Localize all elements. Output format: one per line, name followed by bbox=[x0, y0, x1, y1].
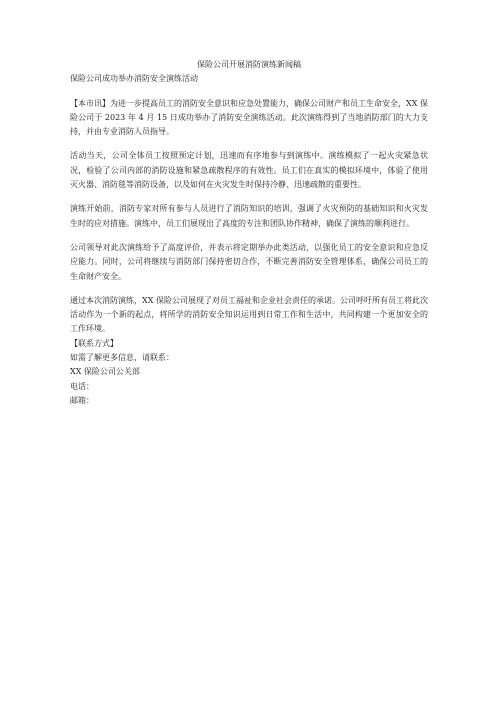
contact-email: 邮箱： bbox=[70, 395, 94, 405]
contact-heading: 【联系方式】 bbox=[70, 338, 118, 348]
document-title: 保险公司开展消防演练新闻稿 bbox=[197, 60, 301, 69]
paragraph-event-day: 活动当天，公司全体员工按照预定计划，迅速而有序地参与到演练中。演练模拟了一起火灾紧急状况，检验了公司内部的消防设施和紧急疏散程序的有效性。员工们在真实的模拟环境中，体验了使用灭火器、消防毯等消防设备，以及如何在火灾发生时保持冷静、迅速疏散的重要性。 bbox=[70, 151, 428, 190]
paragraph-leadership: 公司领导对此次演练给予了高度评价，并表示将定期举办此类活动，以强化员工的安全意识和应急反应能力。同时，公司将继续与消防部门保持密切合作，不断完善消防安全管理体系，确保公司员工的生命财产安全。 bbox=[70, 242, 428, 281]
document-body bbox=[70, 58, 428, 408]
contact-phone: 电话： bbox=[70, 381, 94, 391]
paragraph-conclusion: 通过本次消防演练，XX 保险公司展现了对员工福祉和企业社会责任的承诺。公司呼吁所有员工将此次活动作为一个新的起点，将所学的消防安全知识运用到日常工作和生活中，共同构建一个更加安全的工作环境。 bbox=[70, 295, 428, 334]
contact-intro: 如需了解更多信息，请联系： bbox=[70, 353, 174, 363]
contact-department: XX 保险公司公关部 bbox=[70, 367, 140, 377]
paragraph-training: 演练开始前，消防专家对所有参与人员进行了消防知识的培训，强调了火灾预防的基础知识和火灾发生时的应对措施。演练中，员工们展现出了高度的专注和团队协作精神，确保了演练的顺利进行。 bbox=[70, 204, 428, 228]
document-subtitle: 保险公司成功举办消防安全演练活动 bbox=[70, 74, 198, 84]
paragraph-intro: 【本市讯】为进一步提高员工的消防安全意识和应急处置能力，确保公司财产和员工生命安全，XX 保险公司于 2023 年 4 月 15 日成功举办了消防安全演练活动。此次演练得到了当地消防部门的大力支持，并由专业消防人员指导。 bbox=[70, 98, 428, 137]
